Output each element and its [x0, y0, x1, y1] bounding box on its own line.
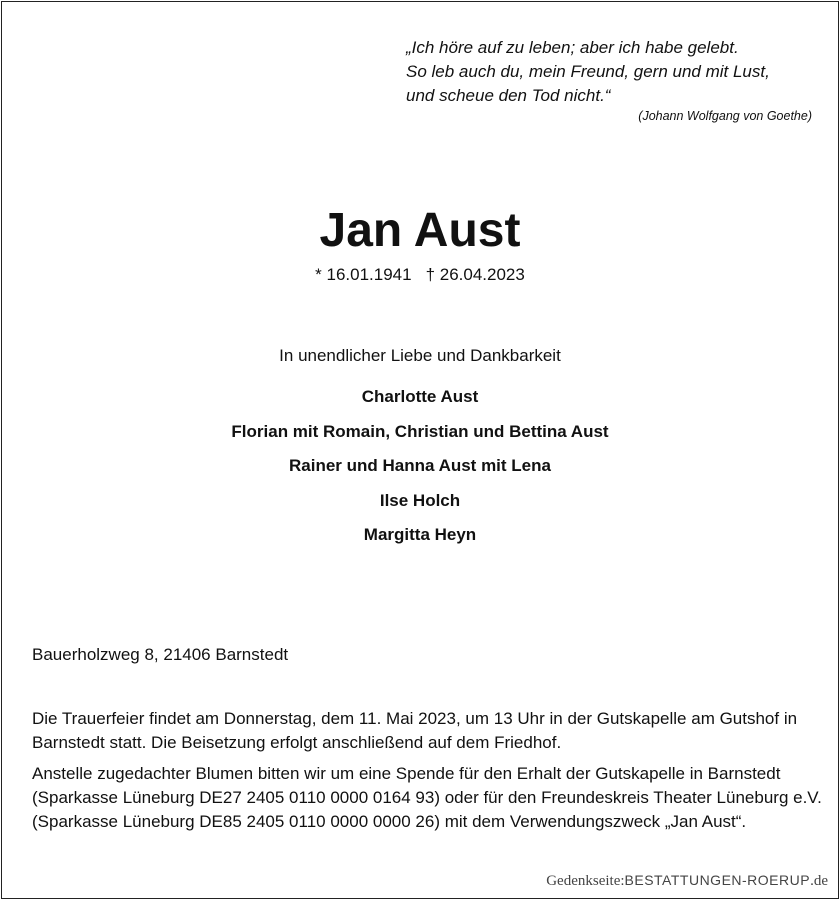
mourner-name: Ilse Holch: [379, 490, 461, 510]
footer-suffix: .de: [810, 873, 828, 889]
service-information: [32, 707, 822, 841]
family-address: Bauerholzweg 8, 21406 Barnstedt: [32, 645, 289, 664]
quote-line-3: und scheue den Tod nicht.“: [406, 86, 611, 105]
quote-line-1: „Ich höre auf zu leben; aber ich habe gelebt.: [406, 38, 739, 57]
funeral-paragraph: Die Trauerfeier findet am Donnerstag, dem 11. Mai 2023, um 13 Uhr in der Gutskapelle am Gutshof in Barnstedt statt. Die Beisetzung erfolgt anschließend auf dem Friedhof.: [32, 709, 798, 752]
footer-prefix: Gedenkseite:: [546, 873, 625, 889]
goethe-quote: [406, 36, 816, 124]
mourner-name: Florian mit Romain, Christian und Bettina Aust: [231, 421, 609, 441]
obituary-notice: [1, 1, 839, 899]
death-date: † 26.04.2023: [425, 265, 525, 284]
mourner-name: Margitta Heyn: [363, 525, 477, 544]
life-dates: [2, 264, 838, 286]
mourners-list: [2, 386, 838, 559]
footer-brand: BESTATTUNGEN-ROERUP: [624, 872, 811, 888]
quote-author: (Johann Wolfgang von Goethe): [638, 109, 812, 123]
memorial-page-link[interactable]: [542, 870, 832, 892]
quote-line-2: So leb auch du, mein Freund, gern und mit Lust,: [406, 62, 770, 81]
mourner-name: Charlotte Aust: [361, 387, 479, 406]
tribute-line: In unendlicher Liebe und Dankbarkeit: [279, 346, 561, 365]
birth-date: * 16.01.1941: [315, 265, 412, 284]
mourner-name: Rainer und Hanna Aust mit Lena: [289, 456, 551, 475]
donation-paragraph: Anstelle zugedachter Blumen bitten wir um eine Spende für den Erhalt der Gutskapelle in Barnstedt (Sparkasse Lüneburg DE27 2405 0110 0000 0164 93) oder für den Freundeskreis Theater Lüneburg e.V. (Sparkasse Lüneburg DE85 2405 0110 0000 0000 26) mit dem Verwendungszweck „Jan Aust“.: [32, 764, 822, 831]
deceased-name: Jan Aust: [319, 204, 521, 257]
